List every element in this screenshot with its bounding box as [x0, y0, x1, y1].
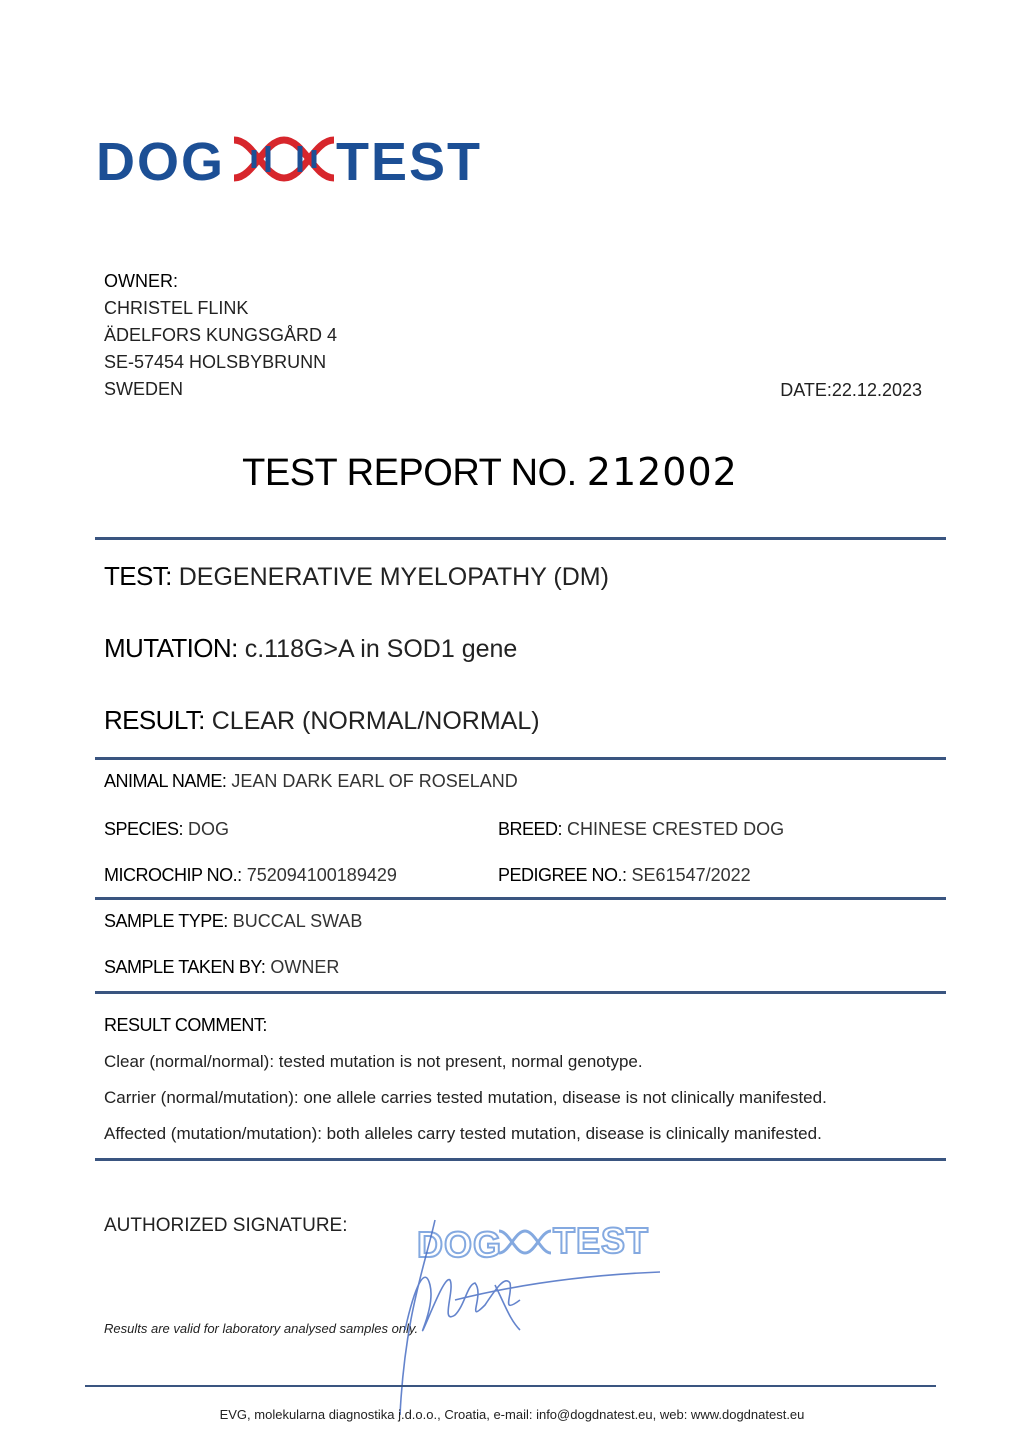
- test-label: TEST:: [104, 561, 172, 591]
- report-title: [0, 450, 980, 495]
- result-line: [104, 705, 540, 736]
- breed-value: CHINESE CRESTED DOG: [567, 819, 785, 839]
- animal-name-line: [104, 771, 518, 792]
- report-number: 212002: [586, 450, 738, 494]
- microchip-line: [104, 865, 397, 886]
- microchip-label: MICROCHIP NO.:: [104, 865, 242, 885]
- owner-label: OWNER:: [104, 271, 178, 291]
- mutation-value: c.118G>A in SOD1 gene: [244, 635, 518, 663]
- sample-type-value: BUCCAL SWAB: [232, 911, 363, 931]
- owner-block: [104, 268, 337, 403]
- signature-label: AUTHORIZED SIGNATURE:: [104, 1215, 348, 1236]
- svg-text:DOG: DOG: [417, 1224, 503, 1265]
- footer-divider: [85, 1385, 936, 1387]
- result-label: RESULT:: [104, 705, 205, 735]
- mutation-line: [104, 633, 517, 664]
- comment-line-affected: Affected (mutation/mutation): both alleles carry tested mutation, disease is clinically manifested.: [104, 1124, 822, 1143]
- svg-text:DOG: DOG: [96, 132, 226, 192]
- owner-city: SE-57454 HOLSBYBRUNN: [104, 352, 327, 372]
- svg-text:TEST: TEST: [336, 132, 483, 192]
- animal-name-label: ANIMAL NAME:: [104, 771, 227, 791]
- footer-contact: EVG, molekularna diagnostika j.d.o.o., Croatia, e-mail: info@dogdnatest.eu, web: www.dogdnatest.eu: [219, 1407, 805, 1422]
- divider: [95, 991, 946, 994]
- result-comment-label: [104, 1015, 267, 1036]
- mutation-label: MUTATION:: [104, 633, 238, 663]
- comment-line-carrier: Carrier (normal/mutation): one allele carries tested mutation, disease is not clinically manifested.: [104, 1088, 827, 1107]
- result-value: CLEAR (NORMAL/NORMAL): [211, 707, 540, 735]
- stamp-dna-icon: [499, 1231, 551, 1253]
- test-line: [104, 561, 609, 592]
- divider: [95, 757, 946, 760]
- microchip-value: 752094100189429: [246, 865, 397, 885]
- dna-helix-icon: [234, 140, 334, 178]
- validity-note: Results are valid for laboratory analysed samples only.: [104, 1321, 419, 1336]
- result-comment-heading: RESULT COMMENT:: [104, 1015, 267, 1035]
- owner-name: CHRISTEL FLINK: [104, 298, 249, 318]
- report-title-label: TEST REPORT NO.: [242, 452, 577, 494]
- dogdnatest-logo: [96, 128, 483, 192]
- pedigree-value: SE61547/2022: [631, 865, 751, 885]
- divider: [95, 537, 946, 540]
- sample-type-label: SAMPLE TYPE:: [104, 911, 228, 931]
- sample-taken-line: [104, 957, 339, 978]
- breed-label: BREED:: [498, 819, 563, 839]
- sample-taken-label: SAMPLE TAKEN BY:: [104, 957, 266, 977]
- report-date: DATE:22.12.2023: [780, 380, 922, 400]
- breed-line: [498, 819, 784, 840]
- species-value: DOG: [188, 819, 230, 839]
- species-label: SPECIES:: [104, 819, 184, 839]
- owner-street: ÄDELFORS KUNGSGÅRD 4: [104, 325, 338, 345]
- animal-name-value: JEAN DARK EARL OF ROSELAND: [231, 771, 518, 791]
- comment-line-clear: Clear (normal/normal): tested mutation is not present, normal genotype.: [104, 1052, 643, 1071]
- pedigree-label: PEDIGREE NO.:: [498, 865, 627, 885]
- sample-type-line: [104, 911, 362, 932]
- divider: [95, 1158, 946, 1161]
- test-value: DEGENERATIVE MYELOPATHY (DM): [178, 563, 609, 591]
- sample-taken-value: OWNER: [270, 957, 340, 977]
- pedigree-line: [498, 865, 751, 886]
- owner-country: SWEDEN: [104, 379, 184, 399]
- signature-stamp: [395, 1205, 685, 1425]
- divider: [95, 897, 946, 900]
- svg-text:TEST: TEST: [553, 1220, 650, 1261]
- species-line: [104, 819, 229, 840]
